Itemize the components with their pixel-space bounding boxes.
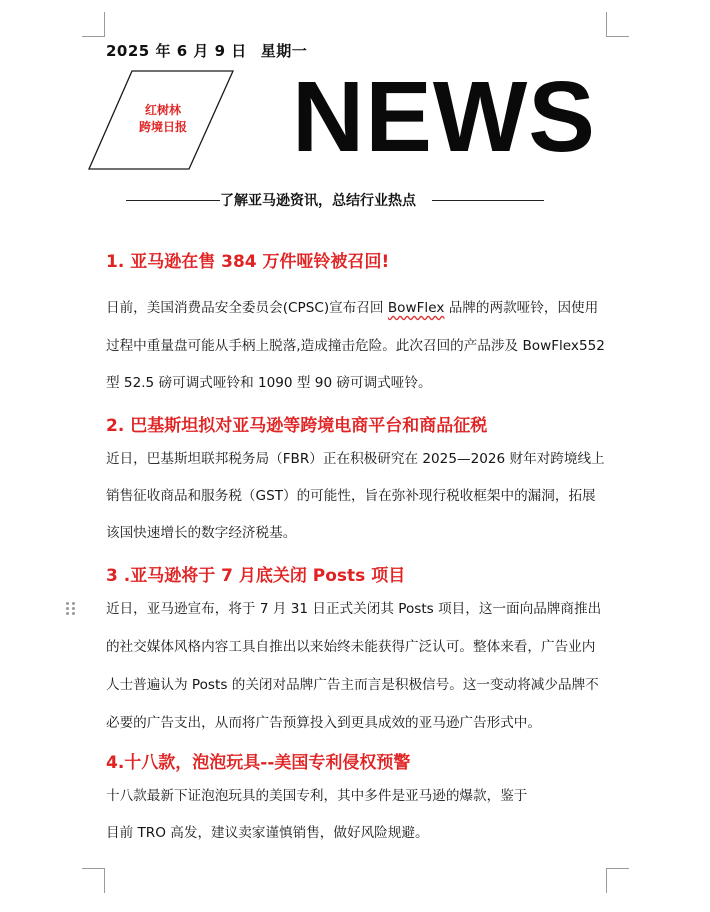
- crop-mark-bottom-left: [82, 868, 105, 893]
- publication-logo: [88, 70, 234, 170]
- article-1-line-2: 过程中重量盘可能从手柄上脱落,造成撞击危险。此次召回的产品涉及 BowFlex552: [106, 337, 605, 354]
- logo-line-2: 跨境日报: [138, 120, 187, 134]
- logo-text: [118, 102, 208, 136]
- weekday-text: 星期一: [260, 42, 308, 60]
- crop-mark-top-right: [606, 12, 629, 37]
- article-2-line-3: 该国快速增长的数字经济税基。: [106, 525, 297, 541]
- article-3-line-3: 人士普遍认为 Posts 的关闭对品牌广告主而言是积极信号。这一变动将减少品牌不: [106, 677, 599, 693]
- article-4-body: [106, 778, 606, 852]
- crop-mark-top-left: [82, 12, 105, 37]
- masthead-title: NEWS: [292, 61, 596, 173]
- tagline-rule-right: [432, 200, 544, 201]
- article-3-line-2: 的社交媒体风格内容工具自推出以来始终未能获得广泛认可。整体来看，广告业内: [106, 639, 596, 655]
- article-2-body: [106, 441, 606, 552]
- tagline-text: 了解亚马逊资讯，总结行业热点: [220, 193, 416, 209]
- tagline-rule-left: [126, 200, 220, 201]
- article-1-heading: 1. 亚马逊在售 384 万件哑铃被召回!: [106, 252, 390, 272]
- article-3-line-1: 近日，亚马逊宣布，将于 7 月 31 日正式关闭其 Posts 项目，这一面向品牌商推出: [106, 601, 602, 617]
- crop-mark-bottom-right: [606, 868, 629, 893]
- article-2-heading: 2. 巴基斯坦拟对亚马逊等跨境电商平台和商品征税: [106, 416, 488, 436]
- drag-handle-icon[interactable]: [66, 602, 76, 616]
- article-4-line-2: 目前 TRO 高发，建议卖家谨慎销售，做好风险规避。: [106, 825, 429, 841]
- article-1-body: [106, 290, 606, 403]
- article-1-line-1: 日前，美国消费品安全委员会(CPSC)宣布召回 BowFlex 品牌的两款哑铃，因使用: [106, 300, 599, 316]
- article-3-body: [106, 590, 606, 742]
- brand-name-misspell-underline: BowFlex: [387, 300, 445, 316]
- article-2-line-2: 销售征收商品和服务税（GST）的可能性，旨在弥补现行税收框架中的漏洞，拓展: [106, 488, 596, 504]
- article-1-line-3: 型 52.5 磅可调式哑铃和 1090 型 90 磅可调式哑铃。: [106, 375, 432, 391]
- article-2-line-1: 近日，巴基斯坦联邦税务局（FBR）正在积极研究在 2025—2026 财年对跨境线上: [106, 451, 605, 467]
- article-4-heading: 4.十八款，泡泡玩具--美国专利侵权预警: [106, 753, 411, 773]
- date-text: 2025 年 6 月 9 日: [106, 42, 247, 60]
- issue-date: [106, 40, 307, 61]
- article-3-heading: 3 .亚马逊将于 7 月底关闭 Posts 项目: [106, 566, 406, 586]
- article-3-line-4: 必要的广告支出，从而将广告预算投入到更具成效的亚马逊广告形式中。: [106, 715, 541, 731]
- tagline: [126, 190, 596, 210]
- logo-line-1: 红树林: [144, 103, 181, 117]
- article-4-line-1: 十八款最新下证泡泡玩具的美国专利，其中多件是亚马逊的爆款，鉴于: [106, 788, 528, 804]
